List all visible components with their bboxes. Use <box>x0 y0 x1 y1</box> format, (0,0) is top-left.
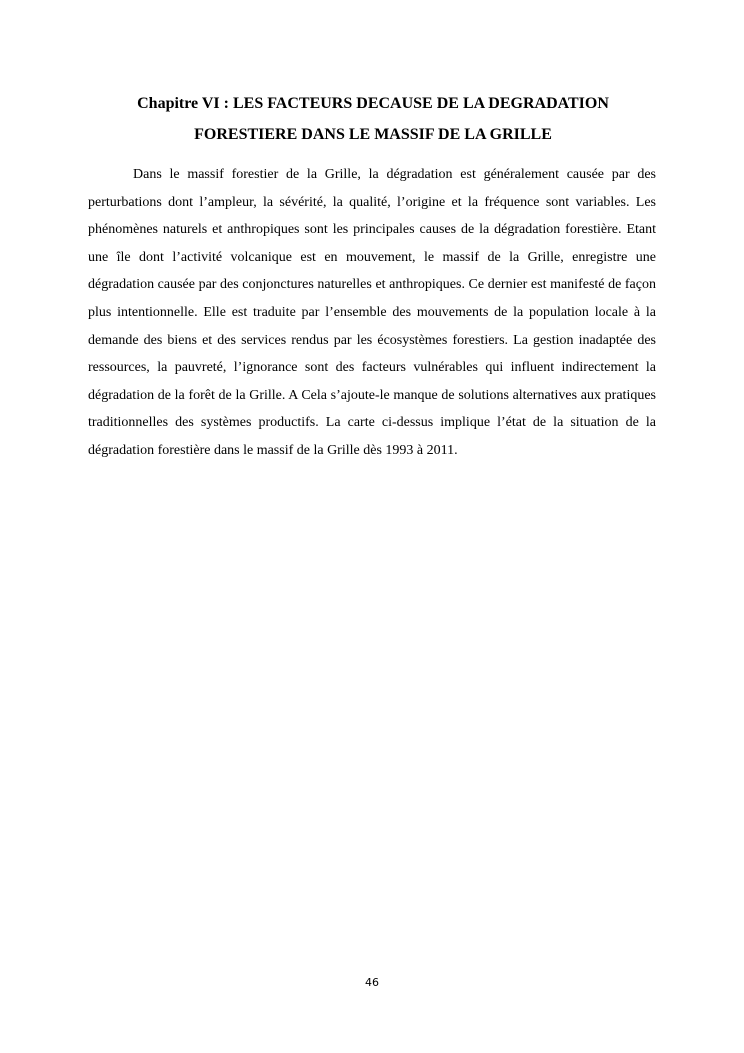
chapter-title-line-1: Chapitre VI : LES FACTEURS DECAUSE DE LA DEGRADATION <box>137 95 609 112</box>
chapter-title-line-2: FORESTIERE DANS LE MASSIF DE LA GRILLE <box>194 126 552 143</box>
body-paragraph: Dans le massif forestier de la Grille, la dégradation est généralement causée par des perturbations dont l’ampleur, la sévérité, la qualité, l’origine et la fréquence sont variables. Les phénomènes naturels et anthropiques sont les principales causes de la dégradation forestière. Etant une île dont l’activité volcanique est en mouvement, le massif de la Grille, enregistre une dégradation causée par des conjonctures naturelles et anthropiques. Ce dernier est manifesté de façon plus intentionnelle. Elle est traduite par l’ensemble des mouvements de la population locale à la demande des biens et des services rendus par les écosystèmes forestiers. La gestion inadaptée des ressources, la pauvreté, l’ignorance sont des facteurs vulnérables qui influent indirectement la dégradation de la forêt de la Grille. A Cela s’ajoute-le manque de solutions alternatives aux pratiques traditionnelles des systèmes productifs. La carte ci-dessus implique l’état de la situation de la dégradation forestière dans le massif de la Grille dès 1993 à 2011. <box>88 167 656 458</box>
page-number: 46 <box>365 976 379 989</box>
chapter-title <box>88 88 658 150</box>
